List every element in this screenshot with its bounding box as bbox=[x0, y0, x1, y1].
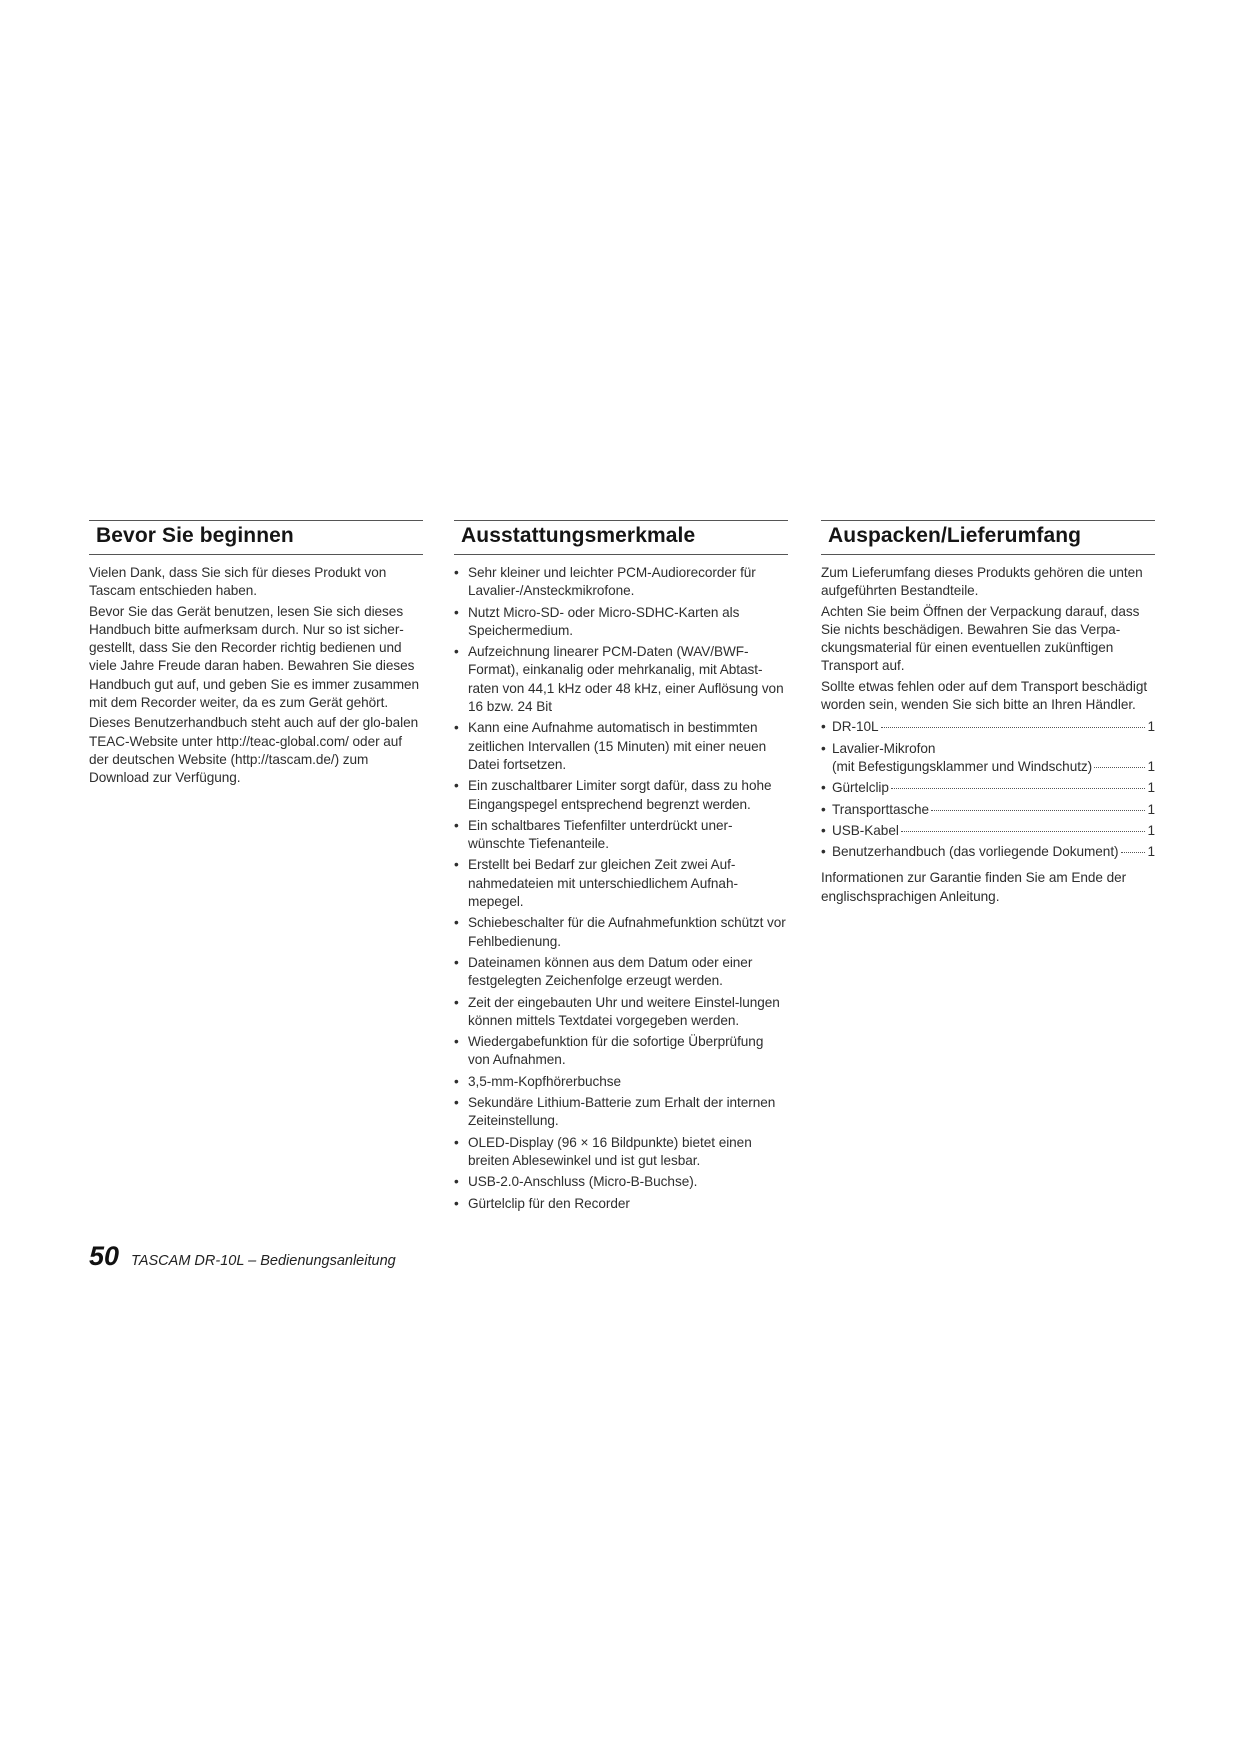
feature-item: • Schiebeschalter für die Aufnahmefunktion schützt vor Fehlbedienung. bbox=[454, 914, 788, 951]
leader-dots bbox=[881, 727, 1146, 728]
paragraph: Dieses Benutzerhandbuch steht auch auf der glo-balen TEAC-Website unter http://teac-global.com/ oder auf der deutschen Website (http://tascam.de/) zum Download zur Verfügung. bbox=[89, 715, 419, 786]
feature-item: • Sekundäre Lithium-Batterie zum Erhalt der internen Zeiteinstellung. bbox=[454, 1094, 788, 1131]
feature-item: • Aufzeichnung linearer PCM-Daten (WAV/BWF-Format), einkanalig oder mehrkanalig, mit Abtast-raten von 44,1 kHz oder 48 kHz, einer Auflösung von 16 bzw. 24 Bit bbox=[454, 643, 788, 716]
feature-item: • OLED-Display (96 × 16 Bildpunkte) bietet einen breiten Ablesewinkel und ist gut lesbar. bbox=[454, 1134, 788, 1171]
feature-item: • USB-2.0-Anschluss (Micro-B-Buchse). bbox=[454, 1173, 788, 1191]
item-quantity: 1 bbox=[1147, 758, 1155, 774]
section-heading: Bevor Sie beginnen bbox=[89, 520, 423, 555]
section-body bbox=[89, 564, 423, 788]
section-ausstattungsmerkmale bbox=[454, 520, 788, 1216]
contents-item bbox=[821, 779, 1155, 797]
contents-item bbox=[821, 740, 1155, 777]
feature-item: • Zeit der eingebauten Uhr und weitere Einstel-lungen können mittels Textdatei vorgegeben werden. bbox=[454, 994, 788, 1031]
item-label: • USB-Kabel bbox=[832, 822, 899, 838]
feature-item: • Dateinamen können aus dem Datum oder einer festgelegten Zeichenfolge erzeugt werden. bbox=[454, 954, 788, 991]
item-label: • Gürtelclip bbox=[832, 780, 889, 796]
document-title: TASCAM DR-10L – Bedienungsanleitung bbox=[131, 1253, 396, 1269]
item-quantity: 1 bbox=[1147, 780, 1155, 796]
leader-dots bbox=[891, 788, 1146, 789]
contents-item bbox=[821, 822, 1155, 840]
contents-list bbox=[821, 718, 1155, 861]
paragraph: Achten Sie beim Öffnen der Verpackung darauf, dass Sie nichts beschädigen. Bewahren Sie das Verpa-ckungsmaterial für einen eventuellen zukünftigen Transport auf. bbox=[821, 603, 1140, 674]
item-sublabel: (mit Befestigungsklammer und Windschutz) bbox=[832, 758, 1093, 774]
contents-item bbox=[821, 718, 1155, 736]
item-quantity: 1 bbox=[1147, 801, 1155, 817]
item-label: • Benutzerhandbuch (das vorliegende Dokument) bbox=[832, 844, 1119, 860]
contents-item bbox=[821, 843, 1155, 861]
section-heading: Auspacken/Lieferumfang bbox=[821, 520, 1155, 555]
paragraph: Vielen Dank, dass Sie sich für dieses Produkt von Tascam entschieden haben. bbox=[89, 565, 387, 599]
section-auspacken-lieferumfang bbox=[821, 520, 1155, 908]
feature-item: • Nutzt Micro-SD- oder Micro-SDHC-Karten als Speichermedium. bbox=[454, 604, 788, 641]
leader-dots bbox=[1121, 852, 1146, 853]
leader-dots bbox=[1094, 767, 1145, 768]
feature-item: • Ein zuschaltbarer Limiter sorgt dafür, dass zu hohe Eingangspegel entsprechend begrenzt werden. bbox=[454, 777, 788, 814]
paragraph: Sollte etwas fehlen oder auf dem Transport beschädigt worden sein, wenden Sie sich bitte an Ihren Händler. bbox=[821, 678, 1148, 713]
feature-item: • Wiedergabefunktion für die sofortige Überprüfung von Aufnahmen. bbox=[454, 1033, 788, 1070]
contents-item bbox=[821, 801, 1155, 819]
feature-item: • Sehr kleiner und leichter PCM-Audiorecorder für Lavalier-/Ansteckmikrofone. bbox=[454, 564, 788, 601]
feature-item: • Erstellt bei Bedarf zur gleichen Zeit zwei Auf-nahmedateien mit unterschiedlichem Aufnah-mepegel. bbox=[454, 856, 788, 911]
feature-item: • Kann eine Aufnahme automatisch in bestimmten zeitlichen Intervallen (15 Minuten) mit einer neuen Datei fortsetzen. bbox=[454, 719, 788, 774]
feature-item: • 3,5-mm-Kopfhörerbuchse bbox=[454, 1073, 788, 1091]
section-bevor-sie-beginnen bbox=[89, 520, 423, 790]
page-footer bbox=[89, 1241, 396, 1272]
page-number: 50 bbox=[89, 1241, 120, 1271]
paragraph: Zum Lieferumfang dieses Produkts gehören die unten aufgeführten Bestandteile. bbox=[821, 565, 1143, 599]
paragraph: Informationen zur Garantie finden Sie am Ende der englischsprachigen Anleitung. bbox=[821, 870, 1127, 904]
section-heading: Ausstattungsmerkmale bbox=[454, 520, 788, 555]
item-label: • Transporttasche bbox=[832, 801, 929, 817]
feature-list bbox=[454, 564, 788, 1213]
section-body bbox=[821, 564, 1155, 906]
item-quantity: 1 bbox=[1147, 844, 1155, 860]
item-label: • Lavalier-Mikrofon bbox=[832, 740, 936, 756]
item-quantity: 1 bbox=[1147, 822, 1155, 838]
section-body bbox=[454, 564, 788, 1213]
item-label: • DR-10L bbox=[832, 719, 879, 735]
leader-dots bbox=[931, 810, 1146, 811]
feature-item: • Gürtelclip für den Recorder bbox=[454, 1195, 788, 1213]
leader-dots bbox=[901, 831, 1146, 832]
paragraph: Bevor Sie das Gerät benutzen, lesen Sie sich dieses Handbuch bitte aufmerksam durch. Nur so ist sicher-gestellt, dass Sie den Recorder richtig bedienen und viele Jahre Freude daran haben. Bewahren Sie dieses Handbuch gut auf, und geben Sie es immer zusammen mit dem Recorder weiter, da es zum Gerät gehört. bbox=[89, 603, 420, 711]
feature-item: • Ein schaltbares Tiefenfilter unterdrückt uner-wünschte Tiefenanteile. bbox=[454, 817, 788, 854]
item-quantity: 1 bbox=[1147, 719, 1155, 735]
